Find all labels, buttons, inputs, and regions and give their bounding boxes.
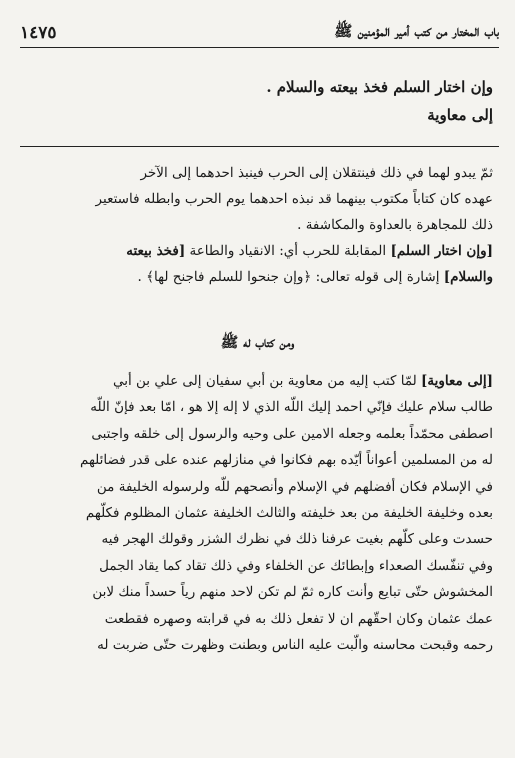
quoted-phrase: [وإن اختار السلم]: [390, 243, 493, 259]
commentary-line: طالب سلام عليك فإنّي احمد إليك اللّه الذي لا إله إلا هو ، امّا بعد فإنّ اللّه: [90, 399, 493, 416]
section-divider: [20, 146, 499, 147]
commentary-text: المقابلة للحرب أي: الانقياد والطاعة: [185, 243, 391, 259]
main-text-line: وإن اختار السلم فخذ بيعته والسلام .: [266, 78, 493, 96]
commentary-line: رحمه وقبحت محاسنه والّبت عليه الناس وبطنت وظهرت حتّى ضربت له: [97, 637, 493, 654]
quoted-phrase: [فخذ بيعته: [126, 243, 186, 259]
commentary-text: إشارة إلى قوله تعالى: ﴿وإن جنحوا للسلم فاجنح لها﴾ .: [137, 269, 444, 285]
commentary-block-2: [30, 368, 493, 658]
commentary-line: اصطفى محمّداً بعلمه وجعله الامين على وحيه والرسول إلى خلقه واجتبى: [91, 425, 493, 442]
commentary-text: لمّا كتب إليه من معاوية بن أبي سفيان إلى علي بن أبي: [112, 373, 422, 389]
commentary-line: ثمّ يبدو لهما في ذلك فينتقلان إلى الحرب فينبذ احدهما إلى الآخر: [140, 165, 493, 181]
commentary-line: حسدت وعلى كلّهم بغيت عرفنا ذلك في نظرك الشزر وقولك الهجر فيه: [101, 531, 493, 548]
quoted-phrase: والسلام]: [443, 269, 493, 285]
commentary-line: عمك عثمان وكان احقّهم ان لا تفعل ذلك به في قرابته وصهره فقطعت: [104, 610, 493, 627]
commentary-line: [30, 264, 493, 290]
page-header: [20, 22, 499, 44]
commentary-block-1: [30, 160, 493, 290]
commentary-line: له من المسلمين أعواناً أيّده بهم فكانوا في منازلهم عنده على قدر فضائلهم: [79, 452, 493, 469]
commentary-line: المخشوش حتّى تبايع وأنت كاره ثمّ لم تكن لاحد منهم رياً حسداً منك لابن: [92, 584, 493, 601]
main-text-line: إلى معاوية: [427, 106, 493, 124]
commentary-line: عهده كان كتاباً مكتوب بينهما قد نبذه احدهما يوم الحرب وابطله فاستعير: [95, 191, 493, 207]
main-text: [30, 73, 493, 129]
running-title: باب المختار من كتب أمير المؤمنين ﷺ: [334, 22, 499, 40]
commentary-line: في الإسلام فكان أفضلهم في الإسلام وأنصحهم للّه ولرسوله الخليفة من: [96, 478, 493, 495]
header-rule: [20, 47, 499, 48]
commentary-line: ذلك للمجاهرة بالعداوة والمكاشفة .: [297, 217, 493, 233]
commentary-line: وفي تنفّسك الصعداء وإبطائك عن الخلفاء وفي ذلك تقاد كما يقاد الجمل: [99, 557, 493, 574]
section-heading: ومن كتاب له ﷺ: [220, 334, 295, 351]
page-number: ١٤٧٥: [20, 23, 57, 43]
commentary-line: [30, 368, 493, 394]
commentary-line: بعده وخليفة الخليفة من بعد خليفته والثالث الخليفة عثمان المظلوم فكلّهم: [85, 505, 493, 522]
commentary-line: [30, 238, 493, 264]
quoted-phrase: [إلى معاوية]: [421, 373, 493, 389]
